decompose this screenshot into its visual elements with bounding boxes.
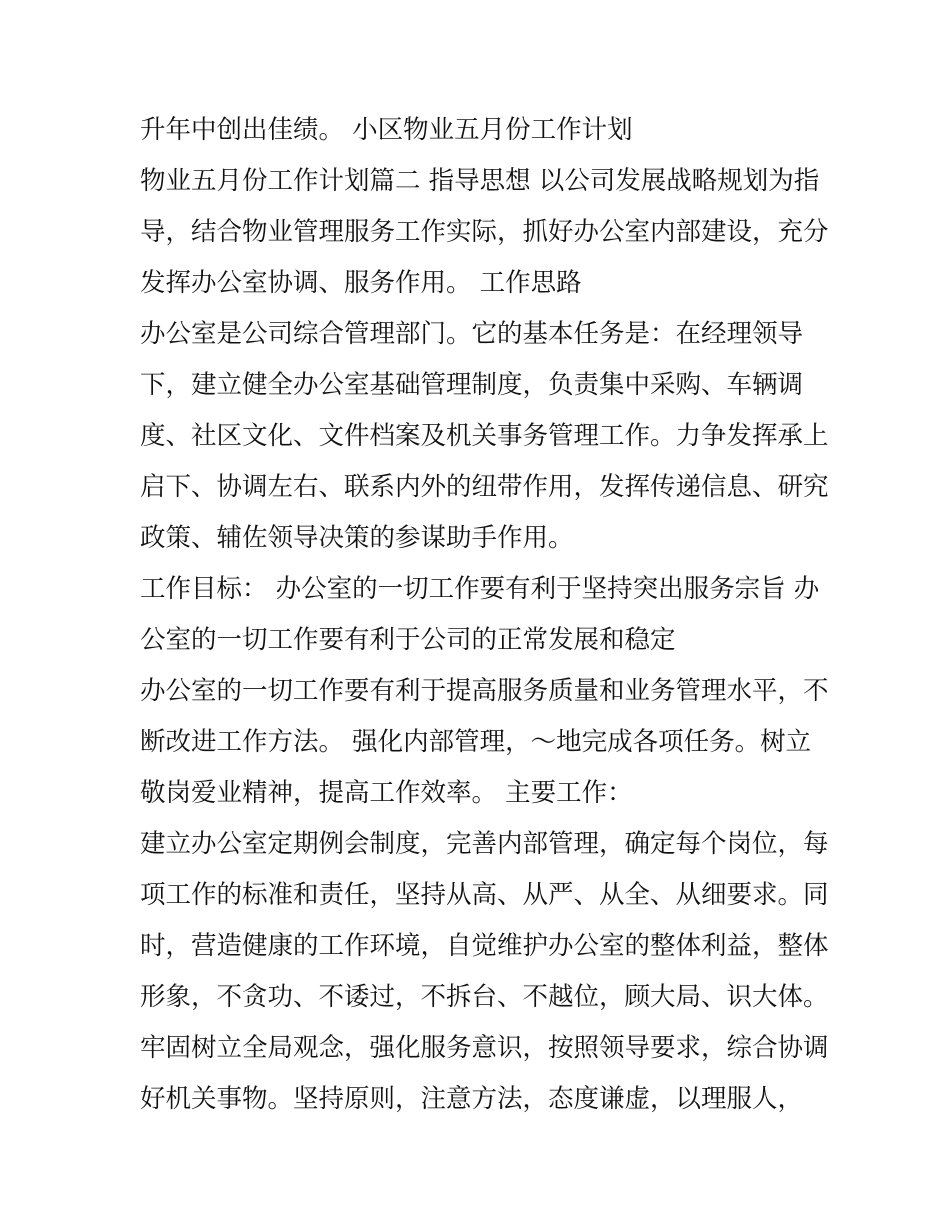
text-line: 牢固树立全局观念，强化服务意识，按照领导要求，综合协调 (140, 1033, 829, 1063)
text-line: 好机关事物。坚持原则，注意方法，态度谦虚，以理服人， (140, 1084, 804, 1114)
text-line: 敬岗爱业精神，提高工作效率。 主要工作： (140, 778, 633, 808)
text-line: 导，结合物业管理服务工作实际，抓好办公室内部建设，充分 (140, 217, 829, 247)
text-line: 升年中创出佳绩。 小区物业五月份工作计划 (140, 115, 633, 145)
text-line: 形象，不贪功、不诿过，不拆台、不越位，顾大局、识大体。 (140, 982, 829, 1012)
text-line: 时，营造健康的工作环境，自觉维护办公室的整体利益，整体 (140, 931, 829, 961)
text-line: 办公室是公司综合管理部门。它的基本任务是：在经理领导 (140, 319, 804, 349)
text-line: 断改进工作方法。 强化内部管理，～地完成各项任务。树立 (140, 727, 812, 757)
text-line: 公室的一切工作要有利于公司的正常发展和稳定 (140, 625, 676, 655)
text-line: 物业五月份工作计划篇二 指导思想 以公司发展战略规划为指 (140, 166, 820, 196)
document-body (140, 105, 830, 1125)
text-line: 下，建立健全办公室基础管理制度，负责集中采购、车辆调 (140, 370, 804, 400)
text-line: 启下、协调左右、联系内外的纽带作用，发挥传递信息、研究 (140, 472, 829, 502)
text-line: 政策、辅佐领导决策的参谋助手作用。 (140, 523, 574, 553)
text-line: 工作目标： 办公室的一切工作要有利于坚持突出服务宗旨 办 (140, 574, 820, 604)
text-line: 办公室的一切工作要有利于提高服务质量和业务管理水平，不 (140, 676, 829, 706)
text-line: 建立办公室定期例会制度，完善内部管理，确定每个岗位，每 (140, 829, 829, 859)
text-line: 发挥办公室协调、服务作用。 工作思路 (140, 268, 582, 298)
text-line: 项工作的标准和责任，坚持从高、从严、从全、从细要求。同 (140, 880, 829, 910)
text-line: 度、社区文化、文件档案及机关事务管理工作。力争发挥承上 (140, 421, 829, 451)
